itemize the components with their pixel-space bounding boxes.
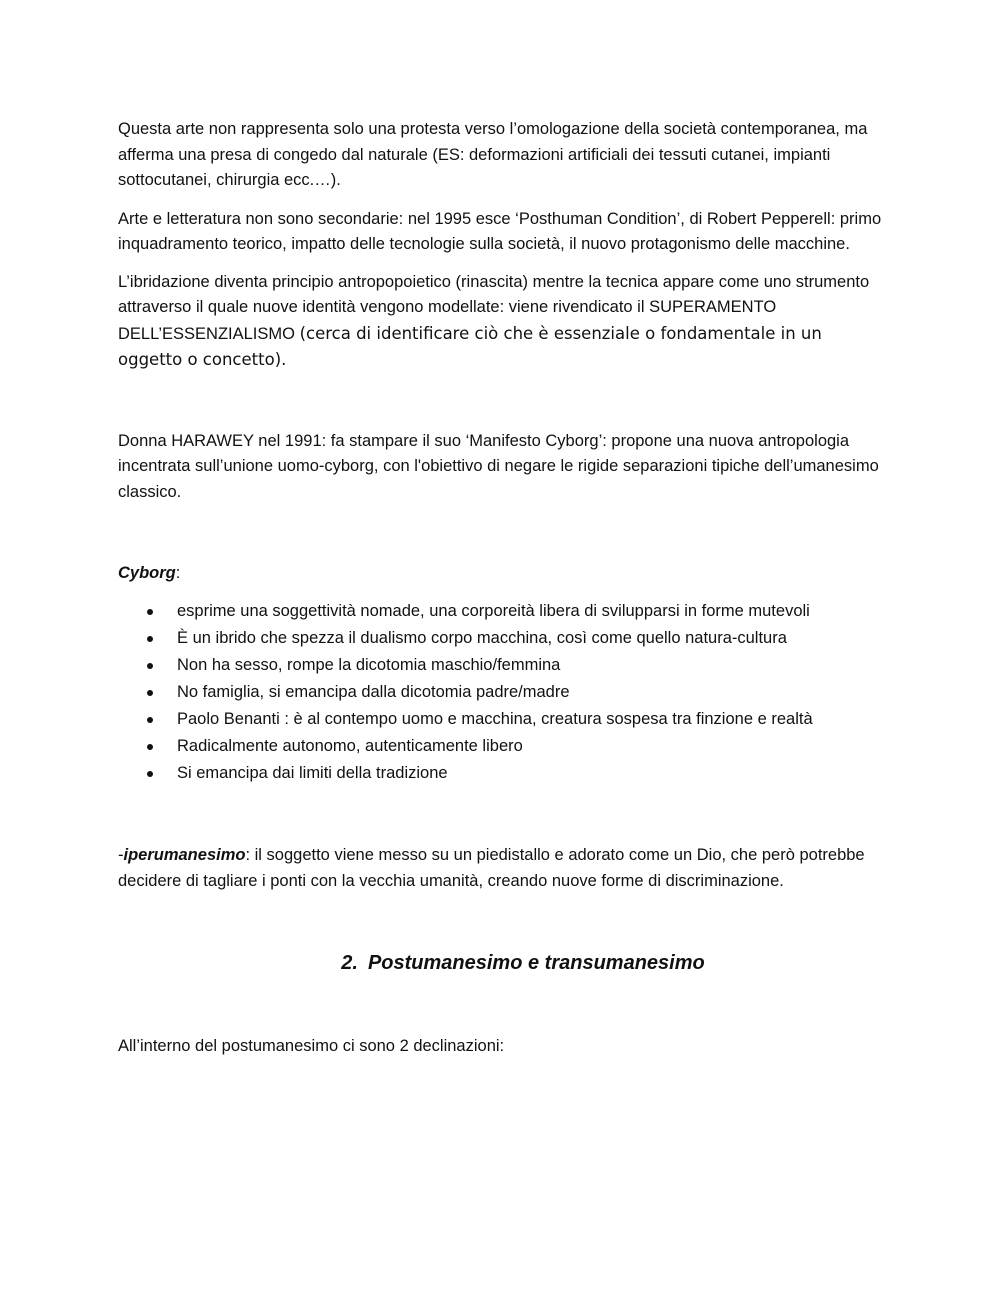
bullet-icon xyxy=(147,690,153,696)
list-item-text: Si emancipa dai limiti della tradizione xyxy=(177,764,448,782)
paragraph-haraway: Donna HARAWEY nel 1991: fa stampare il suo ‘Manifesto Cyborg’: propone una nuova antropologia incentrata sull’unione uomo-cyborg, con l'obiettivo di negare le rigide separazioni tipiche dell’umanesimo classico. xyxy=(118,431,879,501)
paragraph-ibridazione xyxy=(118,270,888,374)
document-page xyxy=(118,117,888,1060)
list-item-text: Radicalmente autonomo, autenticamente libero xyxy=(177,737,523,755)
paragraph-posthuman-condition: Arte e letteratura non sono secondarie: nel 1995 esce ‘Posthuman Condition’, di Robert Pepperell: primo inquadramento teorico, impatto delle tecnologie sulla società, il nuovo protagonismo delle macchine. xyxy=(118,209,882,253)
list-item xyxy=(118,733,888,760)
list-item-text: È un ibrido che spezza il dualismo corpo macchina, così come quello natura-cultura xyxy=(177,629,787,647)
spacer xyxy=(118,977,888,1034)
cyborg-colon: : xyxy=(175,564,181,582)
ibridazione-text: L’ibridazione diventa principio antropopoietico (rinascita) mentre la tecnica appare come uno strumento attraverso il quale nuove identità vengono modellate: viene rivendicato il SUPERAMENTO DELL’ESSENZIALISMO xyxy=(118,272,870,343)
cyborg-term: Cyborg xyxy=(118,564,176,582)
paragraph-arte-protesta: Questa arte non rappresenta solo una protesta verso l’omologazione della società contemporanea, ma afferma una presa di congedo dal naturale (ES: deformazioni artificiali dei tessuti cutanei, impianti sottocutanei, chirurgia ecc.…). xyxy=(118,120,868,189)
bullet-icon xyxy=(147,771,153,777)
cyborg-label xyxy=(118,561,888,586)
iperumanesimo-prefix: - xyxy=(118,846,124,864)
section-title: Postumanesimo e transumanesimo xyxy=(367,952,705,974)
bullet-icon xyxy=(147,717,153,723)
list-item xyxy=(118,706,888,733)
essenzialismo-definition: (cerca di identificare ciò che è essenziale o fondamentale in un oggetto o concetto). xyxy=(118,323,822,369)
bullet-icon xyxy=(147,609,153,615)
paragraph-iperumanesimo xyxy=(118,843,888,894)
paragraph-declinazioni: All’interno del postumanesimo ci sono 2 declinazioni: xyxy=(118,1037,505,1055)
list-item xyxy=(118,625,888,652)
section-number: 2. xyxy=(341,952,358,974)
bullet-icon xyxy=(147,636,153,642)
spacer xyxy=(118,787,888,843)
cyborg-bullet-list xyxy=(118,598,888,787)
list-item-text: Non ha sesso, rompe la dicotomia maschio/femmina xyxy=(177,656,561,674)
spacer xyxy=(118,505,888,561)
list-item xyxy=(118,652,888,679)
list-item-text: No famiglia, si emancipa dalla dicotomia padre/madre xyxy=(177,683,570,701)
list-item xyxy=(118,679,888,706)
spacer xyxy=(118,374,888,429)
iperumanesimo-text: : il soggetto viene messo su un piedistallo e adorato come un Dio, che però potrebbe decidere di tagliare i ponti con la vecchia umanità, creando nuove forme di discriminazione. xyxy=(118,846,865,890)
section-heading xyxy=(118,949,888,977)
iperumanesimo-term: iperumanesimo xyxy=(123,846,246,864)
list-item-text: esprime una soggettività nomade, una corporeità libera di svilupparsi in forme mutevoli xyxy=(177,602,810,620)
spacer xyxy=(118,894,888,949)
list-item xyxy=(118,760,888,787)
list-item-text: Paolo Benanti : è al contempo uomo e macchina, creatura sospesa tra finzione e realtà xyxy=(177,710,813,728)
bullet-icon xyxy=(147,663,153,669)
bullet-icon xyxy=(147,744,153,750)
list-item xyxy=(118,598,888,625)
